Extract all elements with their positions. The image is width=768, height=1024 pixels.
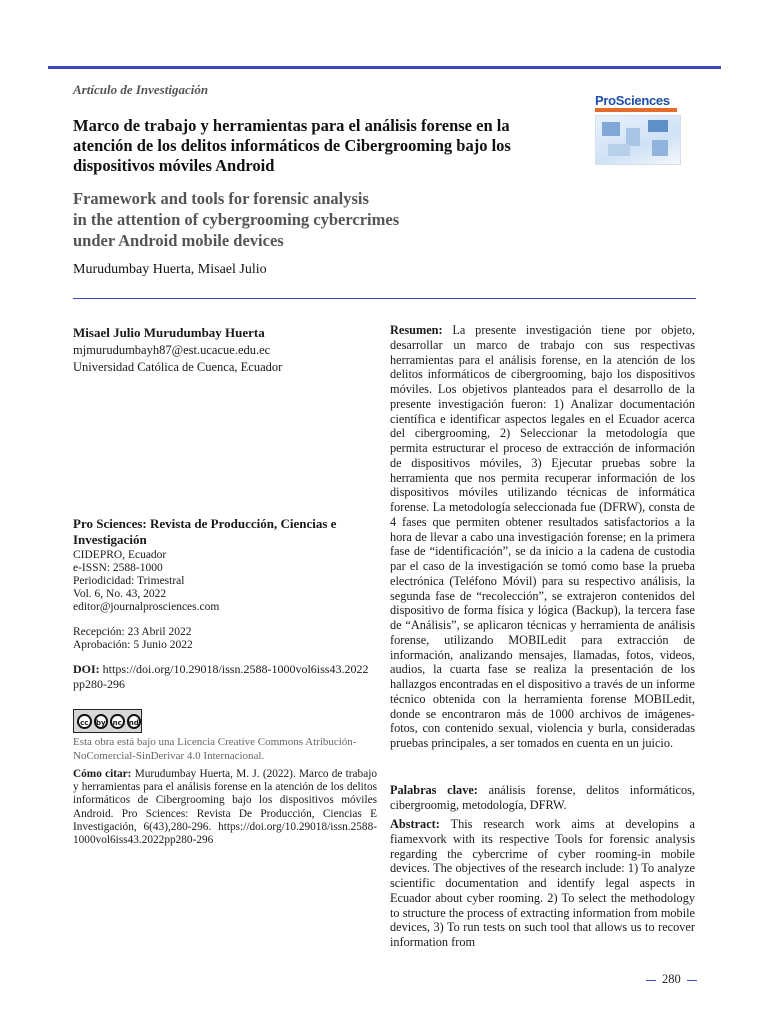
- nc-icon: nc: [110, 714, 125, 729]
- author-institution: Universidad Católica de Cuenca, Ecuador: [73, 360, 283, 374]
- logo-stripe: [595, 108, 677, 112]
- license-text: Esta obra está bajo una Licencia Creative Commons Atribución-NoComercial-SinDerivar 4.0 Internacional.: [73, 736, 357, 762]
- resumen-text: La presente investigación tiene por objeto, desarrollar un marco de trabajo con sus respectivas herramientas para el análisis forense, en la atención de los delitos informáticos de cibergrooming, bajo los dispositivos móviles. Los objetivos planteados para el desarrollo de la presente investigación fueron: 1) Analizar documentación científica e identificar aspectos legales en el Ecuador acerca del cibergrooming, 2) Seleccionar la metodología que permita estructurar el proceso de extracción de información de dispositivos móviles, 3) Ejecutar pruebas sobre la herramienta que nos permita recuperar información de los dispositivos móviles utilizando técnicas de informática forense. La metodología seleccionada fue (DFRW), consta de 4 fases que permiten obtener resultados satisfactorios a la hora de llevar a cabo una investigación forense; en la primera fase de “identificación”, se da inicio a la cadena de custodia par el caso de la investigación se tomó como base la prueba electrónica (Teléfono Móvil) para su respectivo análisis, la segunda fase de “recolección”, se extrajeron contenidos del dispositivo de forma física y lógica (Backup), la tercera fase de “Análisis”, se aplicaron técnicas y herramienta de análisis forense, utilizando MOBILedit para extracción de información, analizando mensajes, llamadas, fotos, videos, audios, la cuarta fase se realiza la presentación de los hallazgos encontradas en el dispositivo a través de un informe técnico obtenida con la herramienta forense MOBILedit, donde se encontraron más de 1000 archivos de imágenes-fotos, con contenido sexual, violencia y burla, consideradas pruebas principales, a ser tomados en cuenta en un juicio.: [390, 323, 695, 750]
- page-dash-right: [687, 980, 697, 981]
- nd-icon: nd: [127, 714, 142, 729]
- journal-logo: [593, 93, 685, 165]
- article-type: Artículo de Investigación: [73, 82, 209, 97]
- cc-icon: cc: [77, 714, 92, 729]
- resumen-label: Resumen:: [390, 323, 443, 337]
- keywords-text: análisis forense, delitos informáticos, cibergroomig, metodología, DFRW.: [390, 783, 696, 812]
- journal-email[interactable]: editor@journalprosciences.com: [73, 601, 220, 613]
- cc-license-badge[interactable]: [73, 709, 142, 733]
- authors-line: Murudumbay Huerta, Misael Julio: [73, 262, 267, 277]
- approved-date: Aprobación: 5 Junio 2022: [73, 639, 193, 651]
- doi-link[interactable]: https://doi.org/10.29018/issn.2588-1000vol6iss43.2022pp280-296: [73, 662, 369, 691]
- by-icon: by: [94, 714, 109, 729]
- abstract-text: This research work aims at developins a fiamexvork with its respective Tools for forensic analysis regarding the cybercrime of cyber rooming-in mobile devices. The objectives of the research include: 1) To analyze scientific documentation and identify legal aspects in Ecuador about cyber rooming. 2) To select the methodology to structure the process of extracting information from mobile devices, 3) To run tests on such tool that allows us to recover information from: [390, 817, 695, 949]
- section-rule: [73, 298, 696, 299]
- journal-periodicity: Periodicidad: Trimestral: [73, 575, 185, 587]
- journal-issn: e-ISSN: 2588-1000: [73, 562, 163, 574]
- citation-text: Murudumbay Huerta, M. J. (2022). Marco de trabajo y herramientas para el análisis forense en la atención de los delitos informáticos de Cibergrooming bajo los dispositivos móviles Android. Pro Sciences: Revista De Producción, Ciencias E Investigación, 6(43),280-296. https://doi.org/10.29018/issn.2588-1000vol6iss43.2022pp280-296: [73, 768, 378, 847]
- doi: [73, 662, 373, 692]
- doi-label: DOI:: [73, 662, 100, 676]
- abstract: [390, 817, 695, 951]
- author-name: Misael Julio Murudumbay Huerta: [73, 325, 265, 340]
- title-english: [73, 188, 513, 251]
- title-english-line: in the attention of cybergrooming cybercrimes: [73, 210, 400, 229]
- received-date: Recepción: 23 Abril 2022: [73, 626, 192, 638]
- citation-label: Cómo citar:: [73, 768, 132, 780]
- title-spanish: Marco de trabajo y herramientas para el análisis forense en la atención de los delitos informáticos de Cibergrooming bajo los dispositivos móviles Android: [73, 116, 511, 175]
- top-rule: [48, 66, 721, 69]
- resumen: [390, 323, 695, 751]
- page-number: [640, 972, 703, 987]
- journal-volume: Vol. 6, No. 43, 2022: [73, 588, 167, 600]
- title-english-line: Framework and tools for forensic analysis: [73, 189, 369, 208]
- page-dash-left: [646, 980, 656, 981]
- logo-text: ProSciences: [595, 93, 670, 108]
- keywords: [390, 783, 695, 813]
- keywords-label: Palabras clave:: [390, 783, 478, 797]
- title-english-line: under Android mobile devices: [73, 231, 284, 250]
- journal-name: Pro Sciences: Revista de Producción, Ciencias e Investigación: [73, 516, 337, 547]
- abstract-label: Abstract:: [390, 817, 440, 831]
- citation: [73, 768, 377, 847]
- author-email[interactable]: mjmurudumbayh87@est.ucacue.edu.ec: [73, 343, 271, 357]
- page-number-value: 280: [662, 972, 681, 986]
- journal-publisher: CIDEPRO, Ecuador: [73, 549, 167, 561]
- logo-cover-image: [595, 115, 681, 165]
